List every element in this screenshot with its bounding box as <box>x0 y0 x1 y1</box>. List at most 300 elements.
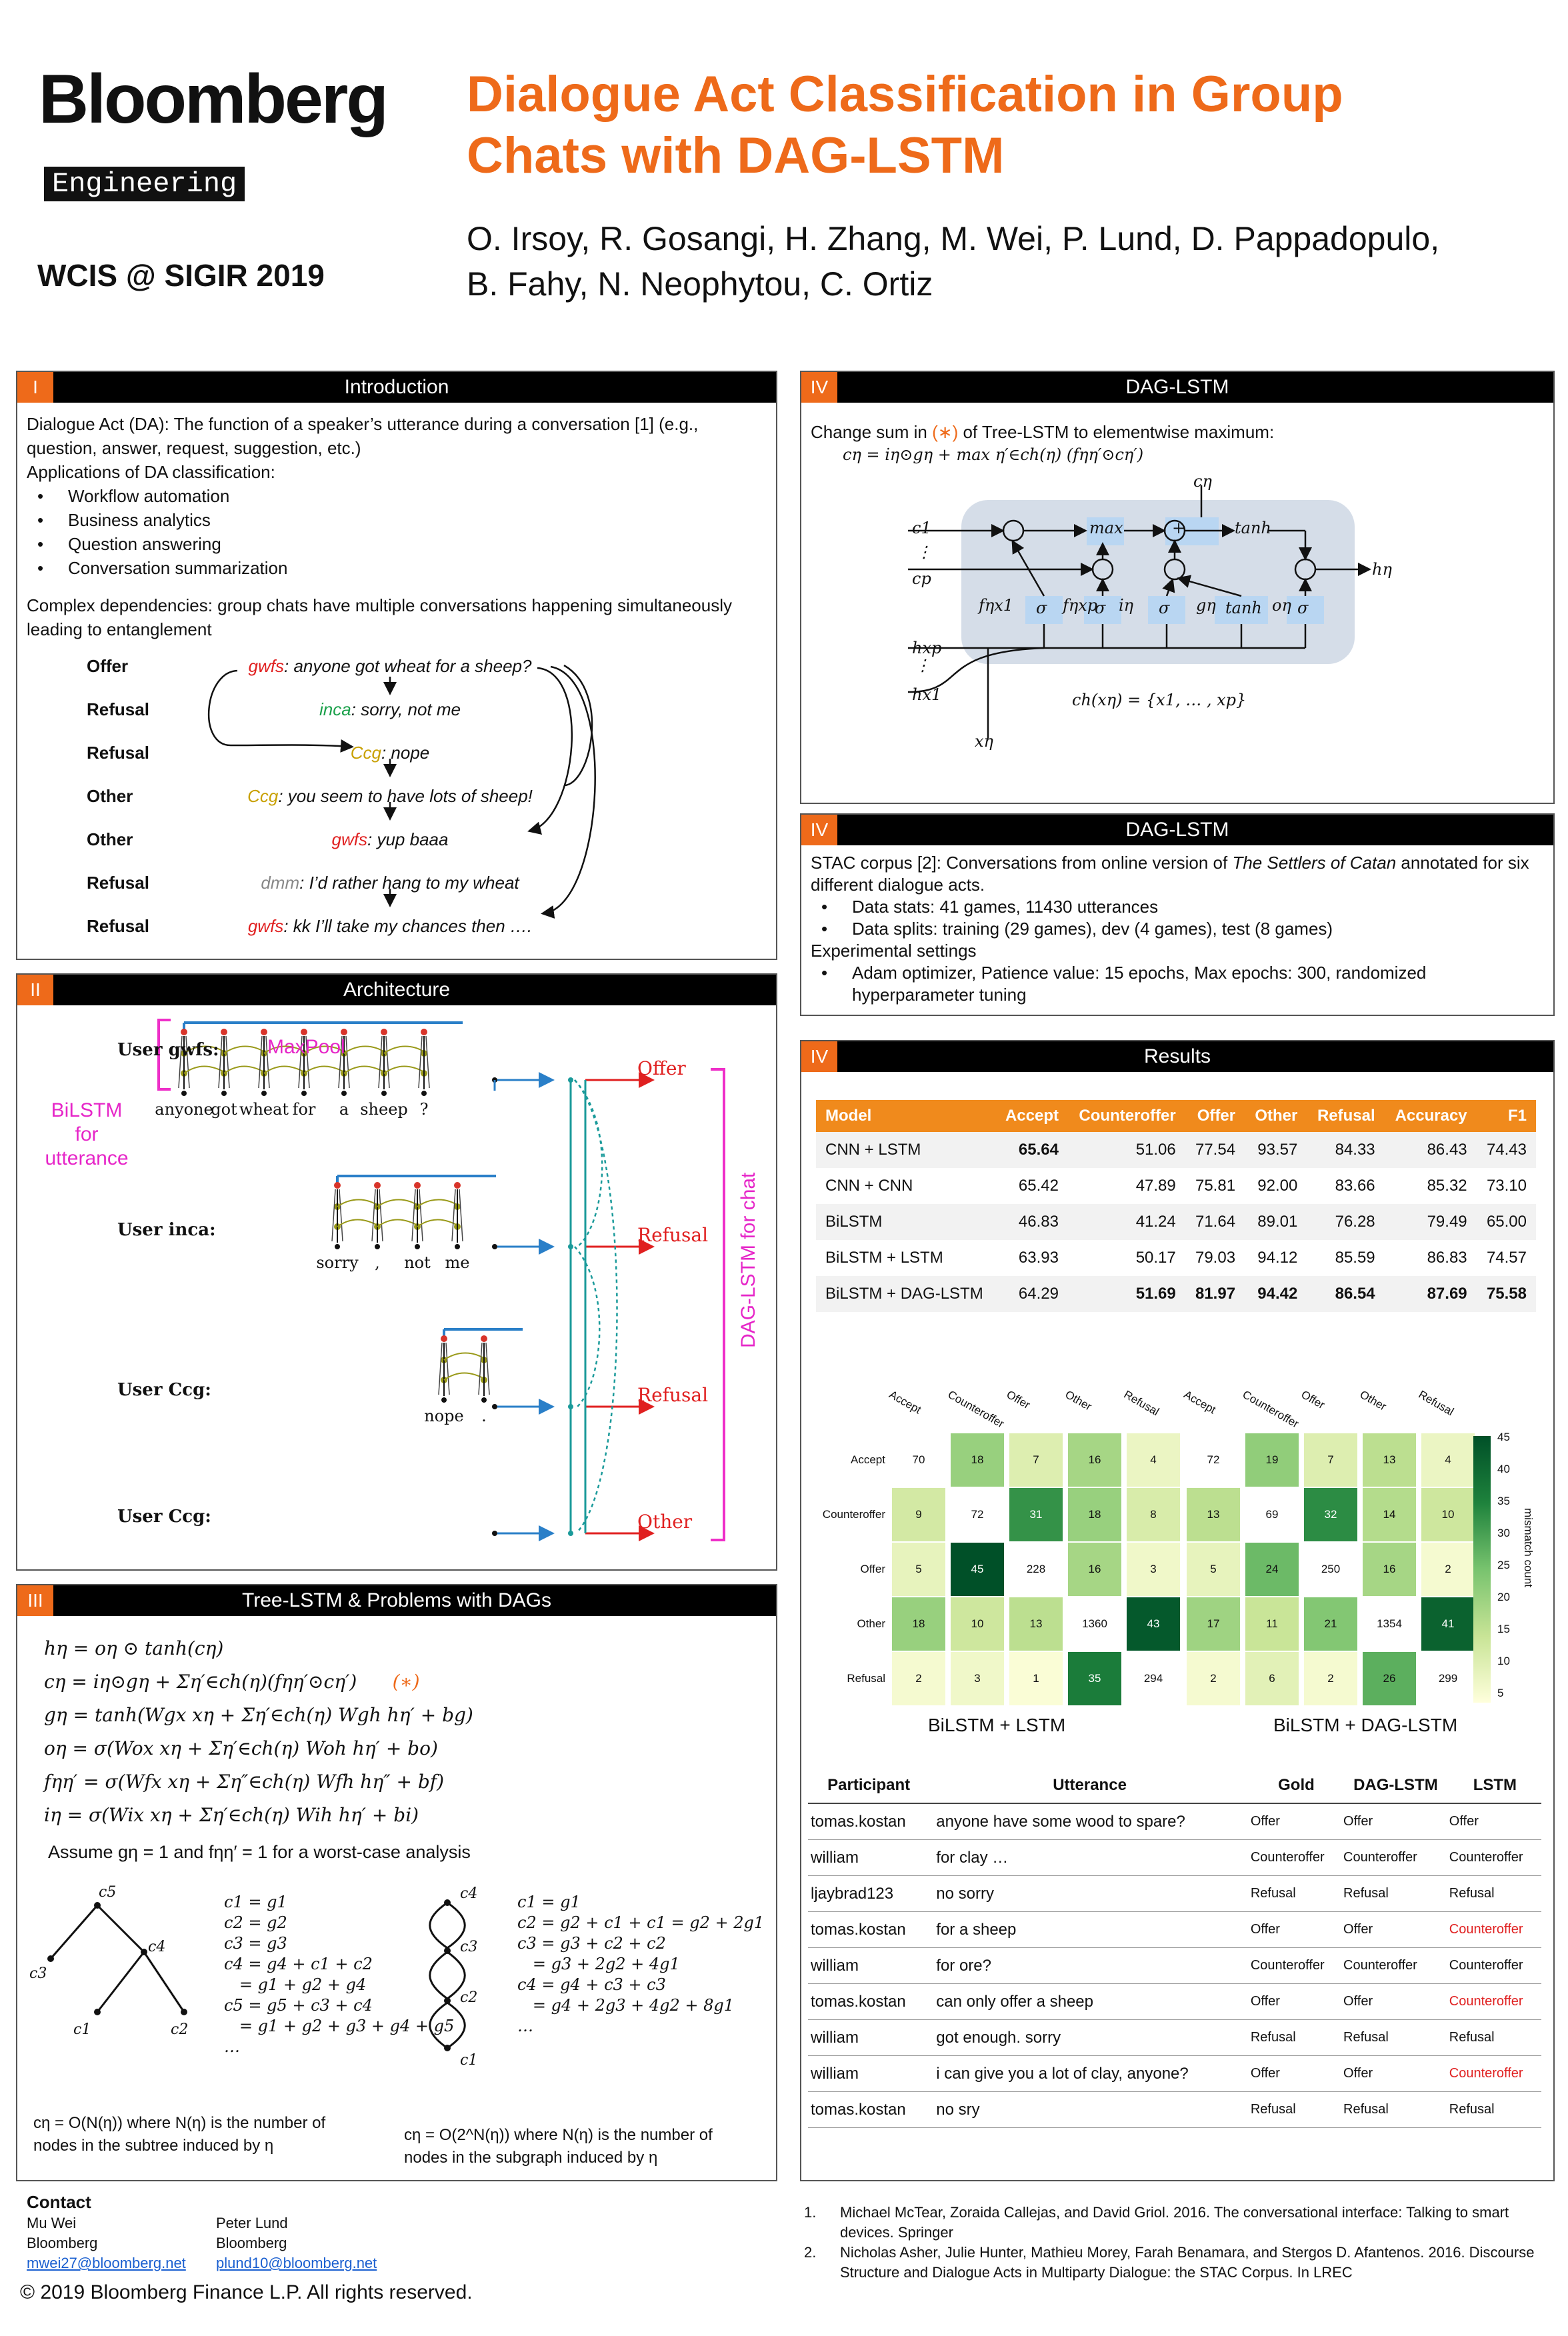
chat-user: dmm <box>261 873 300 893</box>
token-label: got <box>211 1100 237 1119</box>
equation-c: cη = iη⊙gη + Ση′∈ch(η)(fηη′⊙cη′) (∗) <box>44 1671 420 1693</box>
conference-name: WCIS @ SIGIR 2019 <box>37 258 325 293</box>
user-label: User gwfs: <box>117 1040 219 1060</box>
dag-lstm-label: Refusal <box>1343 2092 1449 2128</box>
cell-label-x-eta: xη <box>975 732 993 751</box>
cell-label-sigma: σ <box>1095 599 1106 617</box>
cell-label-sigma: σ <box>1159 599 1170 617</box>
chat-text: yup baaa <box>377 829 449 849</box>
results-cell: 63.93 <box>1018 1249 1059 1267</box>
dag-lstm-label: Offer <box>1343 1912 1449 1948</box>
participant: tomas.kostan <box>808 1912 929 1948</box>
results-cell: 83.66 <box>1335 1177 1375 1195</box>
heatmap-cell: 18 <box>1068 1488 1121 1541</box>
tree-equation: … <box>224 2037 240 2056</box>
colorbar-tick: 40 <box>1497 1463 1510 1475</box>
model-name: CNN + CNN <box>825 1177 913 1195</box>
results-cell: 79.03 <box>1195 1249 1236 1267</box>
introduction-header <box>17 372 776 403</box>
colorbar-tick: 15 <box>1497 1623 1510 1635</box>
results-row <box>816 1204 1536 1240</box>
example-column-header: DAG-LSTM <box>1343 1768 1449 1803</box>
colorbar-tick: 30 <box>1497 1527 1510 1539</box>
results-cell: 65.64 <box>1018 1141 1059 1159</box>
gold-label: Offer <box>1250 1803 1343 1840</box>
heatmap-cell: 10 <box>1421 1488 1475 1541</box>
heatmap-cell: 2 <box>1304 1652 1357 1705</box>
heatmap-cell: 21 <box>1304 1597 1357 1651</box>
results-cell: 86.83 <box>1427 1249 1467 1267</box>
contact-peter-lund: Peter Lund Bloomberg plund10@bloomberg.net <box>216 2213 377 2273</box>
applications-list <box>27 484 767 580</box>
lstm-label: Counteroffer <box>1449 1840 1541 1876</box>
results-cell: 65.42 <box>1018 1177 1059 1195</box>
dag-complexity-note: cη = O(2^N(η)) where N(η) is the number of nodes in the subgraph induced by η <box>404 2126 713 2167</box>
user-label: User Ccg: <box>117 1507 211 1527</box>
cell-label-hxp: hxp <box>912 639 942 657</box>
utterance: can only offer a sheep <box>929 1984 1250 2020</box>
lstm-label: Refusal <box>1449 2020 1541 2056</box>
heatmap-row-label: Refusal <box>847 1672 885 1685</box>
tree-lstm-header <box>17 1585 776 1616</box>
dag-lstm-chat-label: DAG-LSTM for chat <box>737 1172 759 1348</box>
token-label: . <box>481 1407 487 1425</box>
da-definition: Dialogue Act (DA): The function of a speaker’s utterance during a conversation [1] (e.g., question, answer, request, suggestion, etc.) <box>27 414 699 458</box>
cell-label-f1: fηx1 <box>979 596 1014 615</box>
chat-text: nope <box>391 743 430 763</box>
heatmap-cell: 14 <box>1363 1488 1416 1541</box>
heatmap-cell: 35 <box>1068 1652 1121 1705</box>
introduction-title: Introduction <box>344 376 449 398</box>
results-row <box>816 1240 1536 1276</box>
results-column-header: Accuracy <box>1385 1100 1477 1132</box>
utterance: anyone have some wood to spare? <box>929 1803 1250 1840</box>
dag-recurrence <box>517 1892 764 2037</box>
section-number: IV <box>801 372 837 403</box>
chat-row <box>17 699 776 726</box>
lstm-label: Refusal <box>1449 2092 1541 2128</box>
dag-lstm-panel <box>800 371 1555 804</box>
results-cell: 84.33 <box>1335 1141 1375 1159</box>
copyright: © 2019 Bloomberg Finance L.P. All rights reserved. <box>20 2281 473 2303</box>
dag-equation: c1 = g1 <box>517 1893 581 1911</box>
results-cell: 87.69 <box>1427 1285 1467 1303</box>
results-row <box>816 1132 1536 1168</box>
chat-message <box>17 743 763 763</box>
heatmap-cell: 1360 <box>1068 1597 1121 1651</box>
colorbar-tick: 10 <box>1497 1655 1510 1667</box>
utterance: for a sheep <box>929 1912 1250 1948</box>
results-column-header: Model <box>816 1100 995 1132</box>
application-item: • Question answering <box>27 532 767 556</box>
results-cell: 89.01 <box>1257 1213 1298 1231</box>
participant: william <box>808 2020 929 2056</box>
gold-label: Refusal <box>1250 2092 1343 2128</box>
results-cell: 74.43 <box>1486 1141 1527 1159</box>
token-label: a <box>339 1100 349 1119</box>
example-row <box>808 1948 1541 1984</box>
heatmap-cell: 3 <box>951 1652 1004 1705</box>
cell-label-plus: + <box>1172 519 1186 537</box>
heatmap-cell: 8 <box>1127 1488 1180 1541</box>
application-item: • Conversation summarization <box>27 556 767 580</box>
user-label: User Ccg: <box>117 1380 211 1400</box>
confusion-heatmaps <box>801 1375 1553 1735</box>
example-column-header: Gold <box>1250 1768 1343 1803</box>
dialogue-act-label: Other <box>87 829 133 849</box>
lstm-label: Offer <box>1449 1803 1541 1840</box>
chat-user: gwfs <box>331 829 368 849</box>
colorbar-tick: 25 <box>1497 1559 1510 1571</box>
equation-i: iη = σ(Wix xη + Ση′∈ch(η) Wih hη′ + bi) <box>44 1804 419 1826</box>
engineering-logo: Engineering <box>44 167 245 201</box>
heatmap-row-label: Counteroffer <box>822 1508 885 1521</box>
tree-equation: = g1 + g2 + g3 + g4 + g5 <box>224 2017 455 2035</box>
colorbar <box>1473 1436 1491 1703</box>
lstm-label: Refusal <box>1449 1876 1541 1912</box>
example-row <box>808 1803 1541 1840</box>
dialogue-act-label: Refusal <box>87 873 149 893</box>
introduction-text <box>17 403 776 641</box>
heatmap-cell: 18 <box>892 1597 945 1651</box>
results-cell: 94.42 <box>1257 1285 1298 1303</box>
results-cell: 92.00 <box>1257 1177 1298 1195</box>
dag-lstm-title: DAG-LSTM <box>1125 376 1229 398</box>
heatmap-cell: 43 <box>1127 1597 1180 1651</box>
cell-label-h-eta: hη <box>1372 560 1392 579</box>
participant: william <box>808 1840 929 1876</box>
tree-node-c4: c4 <box>148 1939 166 1955</box>
token-label: sheep <box>360 1100 408 1119</box>
heatmap-col-label: Accept <box>887 1388 924 1417</box>
tree-equation: c5 = g5 + c3 + c4 <box>224 1996 373 2015</box>
colorbar-tick: 45 <box>1497 1431 1510 1443</box>
dag-equation: = g3 + 2g2 + 4g1 <box>517 1955 680 1973</box>
equation-o: oη = σ(Wox xη + Ση′∈ch(η) Woh hη′ + bo) <box>44 1737 438 1759</box>
results-cell: 64.29 <box>1018 1285 1059 1303</box>
user-label: User inca: <box>117 1220 216 1240</box>
token-label: , <box>375 1253 380 1272</box>
dag-lstm-equation: cη = iη⊙gη + max η′∈ch(η) (fηη′⊙cη′) <box>843 445 1144 464</box>
dag-lstm-label: Offer <box>1343 1984 1449 2020</box>
chat-row <box>17 916 776 943</box>
cell-label-dots: ⋮ <box>916 543 932 561</box>
data-splits: • Data splits: training (29 games), dev (4 games), test (8 games) <box>811 918 1544 940</box>
cell-label-i: iη <box>1119 596 1134 615</box>
heatmap-cell: 9 <box>892 1488 945 1541</box>
dag-equation: … <box>517 2017 533 2035</box>
colorbar-tick: 20 <box>1497 1591 1510 1603</box>
model-name: BiLSTM + LSTM <box>825 1249 943 1267</box>
architecture-header <box>17 975 776 1005</box>
heatmap-cell: 16 <box>1363 1543 1416 1596</box>
example-row <box>808 1984 1541 2020</box>
section-number: II <box>17 975 53 1005</box>
heatmap-cell: 3 <box>1127 1543 1180 1596</box>
heatmap-cell: 24 <box>1245 1543 1299 1596</box>
dialogue-act-label: Offer <box>87 656 129 676</box>
token-label: ? <box>419 1100 429 1119</box>
section-number: I <box>17 372 53 403</box>
results-cell: 76.28 <box>1335 1213 1375 1231</box>
heatmap-cell: 5 <box>892 1543 945 1596</box>
applications-heading: Applications of DA classification: <box>27 462 275 482</box>
gold-label: Refusal <box>1250 1876 1343 1912</box>
gold-label: Counteroffer <box>1250 1948 1343 1984</box>
chat-row <box>17 786 776 813</box>
example-column-header: Participant <box>808 1768 929 1803</box>
gold-label: Counteroffer <box>1250 1840 1343 1876</box>
heatmap-cell: 1354 <box>1363 1597 1416 1651</box>
results-cell: 51.06 <box>1135 1141 1176 1159</box>
email-link[interactable]: mwei27@bloomberg.net <box>27 2255 186 2271</box>
heatmap-cell: 72 <box>1187 1433 1240 1487</box>
results-cell: 75.58 <box>1486 1285 1527 1303</box>
results-cell: 75.81 <box>1195 1177 1236 1195</box>
results-column-header: Refusal <box>1307 1100 1384 1132</box>
stac-corpus: STAC corpus [2]: Conversations from online version of The Settlers of Catan annotated for six different dialogue acts. <box>811 853 1529 895</box>
heatmap-cell: 45 <box>951 1543 1004 1596</box>
chat-message <box>17 656 763 677</box>
reference-2: 2. Nicholas Asher, Julie Hunter, Mathieu Morey, Farah Benamara, and Stergos D. Afantenos. 2016. Discourse Structure and Dialogue Acts in Multiparty Dialogue: the STAC Corpus. In LREC <box>804 2244 1535 2281</box>
chat-user: gwfs <box>247 916 284 936</box>
dag-node-c2: c2 <box>460 1989 478 2006</box>
dag-node-c4: c4 <box>460 1885 478 1902</box>
tree-equation: c1 = g1 <box>224 1893 287 1911</box>
results-cell: 46.83 <box>1018 1213 1059 1231</box>
dataset-panel <box>800 813 1555 1016</box>
heatmap-col-label: Refusal <box>1416 1388 1456 1419</box>
output-label: Refusal <box>637 1224 709 1246</box>
heatmap-cell: 250 <box>1304 1543 1357 1596</box>
dataset-header <box>801 815 1553 845</box>
heatmap-cell: 4 <box>1127 1433 1180 1487</box>
chat-message <box>17 873 763 893</box>
dialogue-act-label: Refusal <box>87 916 149 936</box>
dag-equation: c2 = g2 + c1 + c1 = g2 + 2g1 <box>517 1913 765 1932</box>
colorbar-tick: 35 <box>1497 1495 1510 1507</box>
results-cell: 71.64 <box>1195 1213 1236 1231</box>
dag-lstm-label: Offer <box>1343 2056 1449 2092</box>
lstm-label: Counteroffer <box>1449 1984 1541 2020</box>
heatmap-cell: 19 <box>1245 1433 1299 1487</box>
cell-label-c-eta: cη <box>1193 472 1212 491</box>
tree-node-c5: c5 <box>99 1884 117 1901</box>
heatmap-col-label: Counteroffer <box>945 1388 1007 1431</box>
heatmap-row-label: Accept <box>851 1453 885 1466</box>
participant: tomas.kostan <box>808 1984 929 2020</box>
chat-text: I’d rather hang to my wheat <box>309 873 519 893</box>
heatmap-cell: 299 <box>1421 1652 1475 1705</box>
heatmap-col-label: Refusal <box>1121 1388 1161 1419</box>
dataset-text <box>801 845 1553 1006</box>
heatmap-cell: 7 <box>1009 1433 1063 1487</box>
example-row <box>808 1912 1541 1948</box>
results-cell: 51.69 <box>1135 1285 1176 1303</box>
chat-text: anyone got wheat for a sheep? <box>293 656 532 676</box>
chat-colon: : <box>283 656 294 676</box>
utterance: i can give you a lot of clay, anyone? <box>929 2056 1250 2092</box>
heatmap-cell: 2 <box>1187 1652 1240 1705</box>
poster-title: Dialogue Act Classification in Group Chats with DAG-LSTM <box>467 66 1343 184</box>
examples-table <box>808 1768 1541 2128</box>
heatmap-col-label: Offer <box>1004 1388 1033 1412</box>
heatmap1-title: BiLSTM + LSTM <box>928 1715 1066 1735</box>
contact-mu-wei: Mu Wei Bloomberg mwei27@bloomberg.net <box>27 2213 186 2273</box>
results-cell: 86.43 <box>1427 1141 1467 1159</box>
lstm-label: Counteroffer <box>1449 1948 1541 1984</box>
chat-text: kk I’ll take my chances then …. <box>293 916 533 936</box>
lstm-label: Counteroffer <box>1449 1912 1541 1948</box>
results-cell: 65.00 <box>1486 1213 1527 1231</box>
model-name: BiLSTM + DAG-LSTM <box>825 1285 983 1303</box>
data-stats: • Data stats: 41 games, 11430 utterances <box>811 896 1544 918</box>
heatmap-cell: 11 <box>1245 1597 1299 1651</box>
chat-user: gwfs <box>248 656 284 676</box>
chat-row <box>17 743 776 769</box>
introduction-panel <box>16 371 777 960</box>
tree-node-c2: c2 <box>171 2021 189 2038</box>
tree-equation: c2 = g2 <box>224 1913 287 1932</box>
example-row <box>808 2092 1541 2128</box>
chat-colon: : <box>367 829 377 849</box>
chat-row <box>17 873 776 899</box>
results-panel <box>800 1040 1555 2181</box>
chat-message <box>17 786 763 807</box>
architecture-title: Architecture <box>343 979 451 1001</box>
heatmap-col-label: Other <box>1357 1388 1389 1413</box>
participant: william <box>808 2056 929 2092</box>
results-cell: 79.49 <box>1427 1213 1467 1231</box>
heatmap-row-label: Other <box>857 1617 885 1630</box>
results-cell: 93.57 <box>1257 1141 1298 1159</box>
tree-equation: c4 = g4 + c1 + c2 <box>224 1955 373 1973</box>
participant: tomas.kostan <box>808 1803 929 1840</box>
email-link[interactable]: plund10@bloomberg.net <box>216 2255 377 2271</box>
dag-lstm-label: Refusal <box>1343 2020 1449 2056</box>
heatmap-row-label: Offer <box>860 1563 885 1575</box>
gold-label: Offer <box>1250 1912 1343 1948</box>
heatmap-cell: 2 <box>892 1652 945 1705</box>
token-label: sorry <box>316 1253 359 1272</box>
results-cell: 50.17 <box>1135 1249 1176 1267</box>
results-column-header: F1 <box>1477 1100 1536 1132</box>
dag-lstm-label: Refusal <box>1343 1876 1449 1912</box>
settings-details: • Adam optimizer, Patience value: 15 epochs, Max epochs: 300, randomized hyperparameter tuning <box>811 962 1544 1006</box>
dag-node-c1: c1 <box>460 2052 478 2069</box>
results-table <box>816 1100 1536 1312</box>
bilstm-label: BiLSTM for utterance <box>45 1099 129 1169</box>
cell-label-dots: ⋮ <box>915 656 931 675</box>
dialogue-act-label: Refusal <box>87 743 149 763</box>
results-row <box>816 1276 1536 1312</box>
chat-message <box>17 699 763 720</box>
output-label: Refusal <box>637 1384 709 1406</box>
utterance: got enough. sorry <box>929 2020 1250 2056</box>
heatmap-cell: 17 <box>1187 1597 1240 1651</box>
architecture-diagram <box>17 1007 776 1567</box>
section-number: III <box>17 1585 53 1616</box>
results-cell: 85.59 <box>1335 1249 1375 1267</box>
token-label: wheat <box>239 1100 289 1119</box>
heatmap-col-label: Other <box>1063 1388 1094 1413</box>
heatmap-cell: 2 <box>1421 1543 1475 1596</box>
results-row <box>816 1168 1536 1204</box>
dialogue-act-label: Other <box>87 786 133 806</box>
cell-label-sigma: σ <box>1036 599 1047 617</box>
heatmap-cell: 72 <box>951 1488 1004 1541</box>
cell-label-cp: cp <box>912 569 931 588</box>
cell-label-ch: ch(xη) = {x1, … , xp} <box>1072 691 1247 709</box>
model-name: BiLSTM <box>825 1213 883 1231</box>
token-label: anyone <box>155 1100 213 1119</box>
heatmap-cell: 31 <box>1009 1488 1063 1541</box>
heatmap-cell: 7 <box>1304 1433 1357 1487</box>
application-item: • Workflow automation <box>27 484 767 508</box>
chat-colon: : <box>283 916 293 936</box>
chat-user: Ccg <box>350 743 381 763</box>
cell-label-tanh: tanh <box>1235 519 1271 537</box>
chat-colon: : <box>299 873 309 893</box>
cell-label-c1: c1 <box>912 519 931 537</box>
results-cell: 85.32 <box>1427 1177 1467 1195</box>
section-number: IV <box>801 815 837 845</box>
chat-colon: : <box>351 699 361 719</box>
utterance: no sorry <box>929 1876 1250 1912</box>
results-title: Results <box>1143 1045 1211 1067</box>
participant: ljaybrad123 <box>808 1876 929 1912</box>
experimental-settings: Experimental settings <box>811 941 977 961</box>
references <box>804 2203 1544 2283</box>
utterance: for clay … <box>929 1840 1250 1876</box>
worst-case-assumption: Assume gη = 1 and fηη′ = 1 for a worst-case analysis <box>48 1842 471 1862</box>
tree-equation: c3 = g3 <box>224 1934 287 1953</box>
heatmap-cell: 10 <box>951 1597 1004 1651</box>
results-cell: 74.57 <box>1486 1249 1527 1267</box>
example-row <box>808 1876 1541 1912</box>
gold-label: Refusal <box>1250 2020 1343 2056</box>
chat-user: inca <box>319 699 351 719</box>
tree-recurrence <box>224 1892 454 2057</box>
dag-lstm-label: Counteroffer <box>1343 1948 1449 1984</box>
results-column-header: Offer <box>1185 1100 1245 1132</box>
example-row <box>808 2056 1541 2092</box>
example-row <box>808 2020 1541 2056</box>
example-column-header: LSTM <box>1449 1768 1541 1803</box>
participant: william <box>808 1948 929 1984</box>
contact-heading: Contact <box>27 2192 91 2212</box>
results-header <box>801 1041 1553 1072</box>
heatmap-cell: 5 <box>1187 1543 1240 1596</box>
chat-message <box>17 916 763 937</box>
results-cell: 81.97 <box>1195 1285 1236 1303</box>
gold-label: Offer <box>1250 1984 1343 2020</box>
bloomberg-logo: Bloomberg <box>39 61 387 138</box>
tree-lstm-title: Tree-LSTM & Problems with DAGs <box>242 1589 551 1611</box>
dag-equation: c3 = g3 + c2 + c2 <box>517 1934 666 1953</box>
dag-equation: = g4 + 2g3 + 4g2 + 8g1 <box>517 1996 735 2015</box>
cell-label-fp: fηxp <box>1063 596 1098 615</box>
cell-label-hx1: hx1 <box>912 685 942 704</box>
equation-f: fηη′ = σ(Wfx xη + Ση″∈ch(η) Wfh hη″ + bf) <box>44 1771 445 1793</box>
results-column-header: Counteroffer <box>1068 1100 1185 1132</box>
heatmap-cell: 16 <box>1068 1433 1121 1487</box>
dag-lstm-header <box>801 372 1553 403</box>
heatmap-cell: 69 <box>1245 1488 1299 1541</box>
colorbar-label: mismatch count <box>1522 1508 1535 1588</box>
tree-lstm-panel <box>16 1584 777 2181</box>
example-column-header: Utterance <box>929 1768 1250 1803</box>
